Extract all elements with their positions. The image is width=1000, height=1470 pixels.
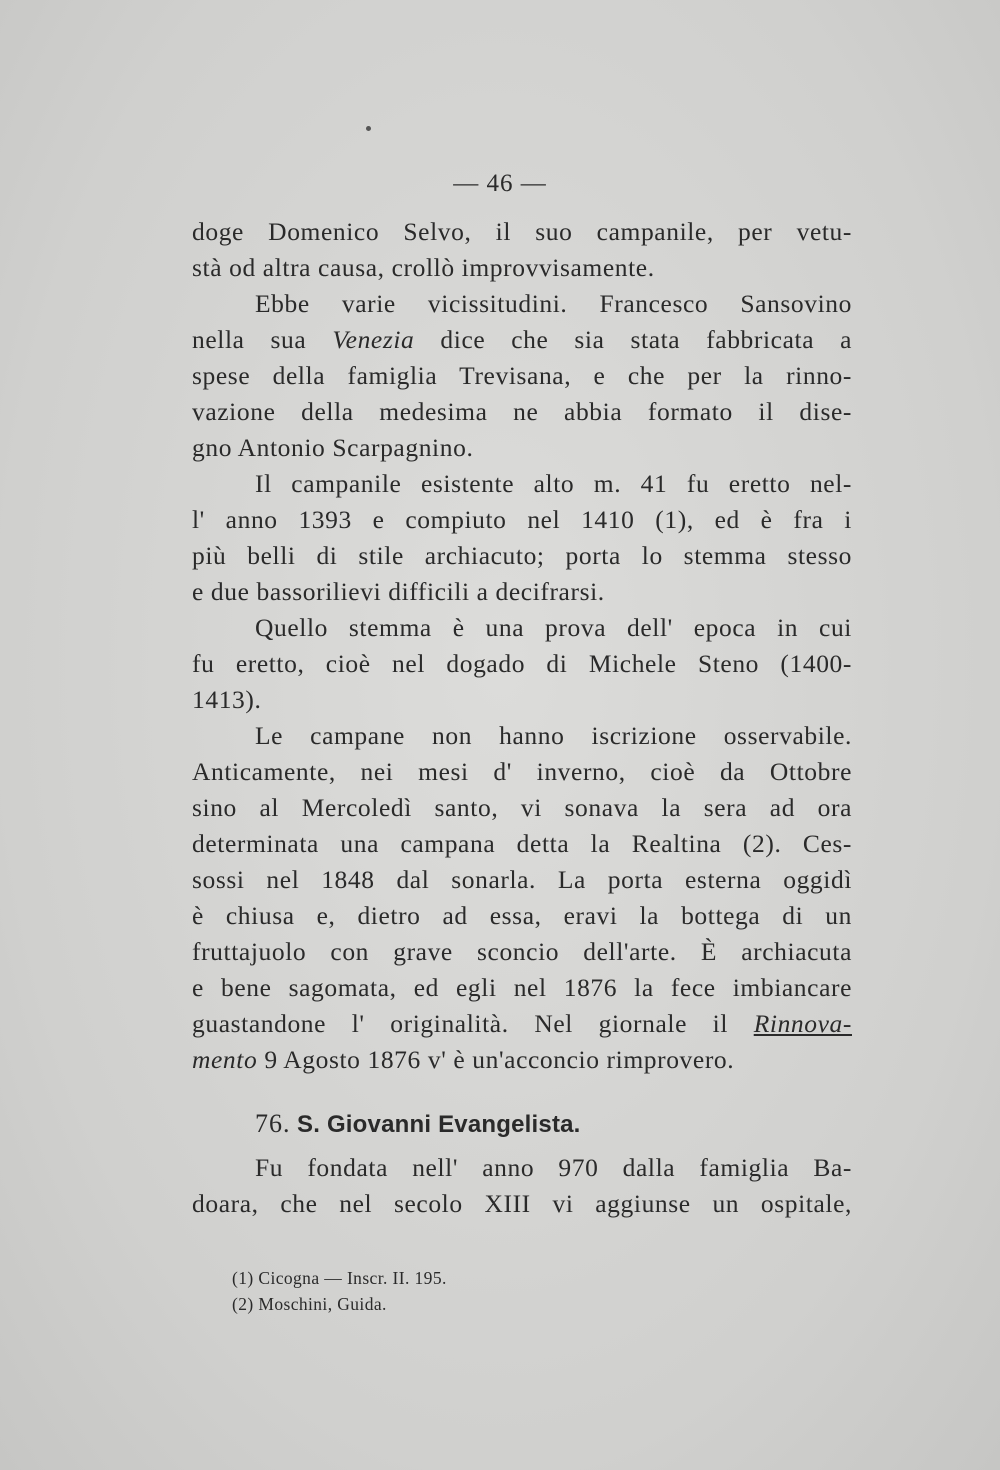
text-line: Il campanile esistente alto m. 41 fu eretto nel-: [255, 469, 852, 498]
footnote: (1) Cicogna — Inscr. II. 195.: [232, 1268, 447, 1288]
text-line: [192, 1042, 852, 1078]
text-line: e bene sagomata, ed egli nel 1876 la fece imbiancare: [192, 973, 852, 1002]
text-line: gno Antonio Scarpagnino.: [192, 433, 474, 462]
text-line: Anticamente, nei mesi d' inverno, cioè da Ottobre: [192, 757, 852, 786]
text-line: 1413).: [192, 685, 262, 714]
text-line: è chiusa e, dietro ad essa, eravi la bottega di un: [192, 901, 852, 930]
text-line: stà od altra causa, crollò improvvisamente.: [192, 253, 655, 282]
text-line: fruttajuolo con grave sconcio dell'arte. È archiacuta: [192, 937, 852, 966]
text-line: sossi nel 1848 dal sonarla. La porta esterna oggidì: [192, 865, 852, 894]
text-fragment: guastandone l' originalità. Nel giornale il: [192, 1009, 729, 1038]
text-line: e due bassorilievi difficili a decifrarsi.: [192, 577, 605, 606]
book-title-venezia: Venezia: [332, 325, 415, 354]
section-title: S. Giovanni Evangelista.: [297, 1111, 581, 1138]
ink-speck: [366, 126, 371, 131]
section-heading: [255, 1106, 855, 1143]
footnote: (2) Moschini, Guida.: [232, 1294, 387, 1314]
newspaper-title: Rinnova-: [753, 1009, 852, 1038]
page-number: — 46 —: [453, 170, 547, 197]
text-line: Fu fondata nell' anno 970 dalla famiglia Ba-: [255, 1153, 852, 1182]
text-line: doara, che nel secolo XIII vi aggiunse un ospitale,: [192, 1189, 852, 1218]
text-line: sino al Mercoledì santo, vi sonava la sera ad ora: [192, 793, 852, 822]
text-line: doge Domenico Selvo, il suo campanile, per vetu-: [192, 217, 852, 246]
text-line: determinata una campana detta la Realtina (2). Ces-: [192, 829, 852, 858]
text-line: Quello stemma è una prova dell' epoca in cui: [255, 613, 852, 642]
text-line: l' anno 1393 e compiuto nel 1410 (1), ed è fra i: [192, 505, 852, 534]
text-line: più belli di stile archiacuto; porta lo stemma stesso: [192, 541, 852, 570]
text-fragment: dice che sia stata fabbricata a: [440, 325, 853, 354]
text-line: Le campane non hanno iscrizione osservabile.: [255, 721, 852, 750]
text-line: [192, 1006, 852, 1042]
text-line: vazione della medesima ne abbia formato il dise-: [192, 397, 852, 426]
text-line: fu eretto, cioè nel dogado di Michele Steno (1400-: [192, 649, 852, 678]
text-fragment: 9 Agosto 1876 v' è un'acconcio rimprovero.: [264, 1045, 735, 1074]
section-number: 76.: [255, 1109, 291, 1138]
text-line: spese della famiglia Trevisana, e che per la rinno-: [192, 361, 852, 390]
text-fragment: nella sua: [192, 325, 307, 354]
newspaper-title: mento: [192, 1045, 258, 1074]
text-line: [192, 322, 852, 358]
text-line: Ebbe varie vicissitudini. Francesco Sansovino: [255, 289, 852, 318]
